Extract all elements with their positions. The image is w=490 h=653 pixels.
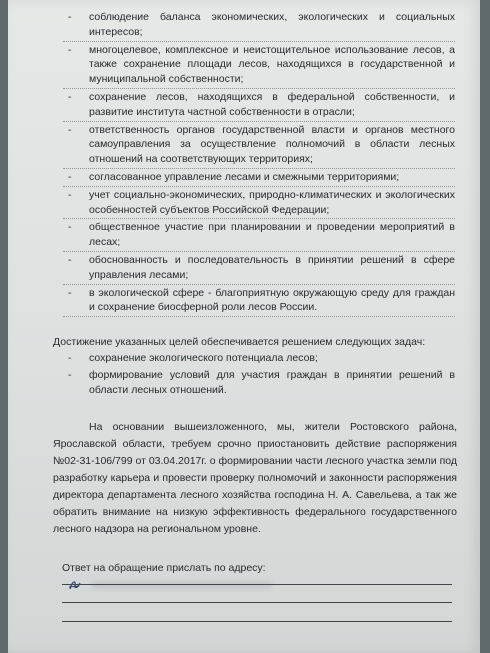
list-item-text: соблюдение баланса экономических, экологических и социальных интересов; bbox=[89, 11, 455, 38]
reply-label: Ответ на обращение прислать по адресу: bbox=[62, 562, 266, 574]
list-item-text: многоцелевое, комплексное и неистощительное использование лесов, а также сохранение площади лесов, находящихся в государственной и муниципальной собственности; bbox=[89, 43, 455, 86]
bullet-dash: - bbox=[68, 368, 72, 381]
address-line bbox=[62, 602, 452, 603]
list-item-text: ответственность органов государственной власти и органов местного самоуправления за осуществление полномочий в области лесных отношений на соответствующих территориях; bbox=[89, 123, 455, 166]
list-item bbox=[63, 253, 455, 285]
list-item-text: сохранение лесов, находящихся в федеральной собственности, и развитие института частной собственности в отрасли; bbox=[89, 90, 455, 118]
bullet-dash: - bbox=[68, 253, 72, 266]
bullet-dash: - bbox=[68, 11, 72, 23]
list-item-text: формирование условий для участия граждан в принятии решений в области лесных отношений. bbox=[89, 368, 455, 396]
bullet-dash: - bbox=[68, 170, 72, 183]
list-item-text: в экологической сфере - благоприятную окружающую среду для граждан и сохранение биосферной роли лесов России. bbox=[89, 286, 455, 314]
list-item bbox=[63, 170, 455, 187]
list-item bbox=[63, 43, 455, 89]
list-item bbox=[63, 351, 455, 367]
bullet-dash: - bbox=[68, 90, 72, 103]
bullet-dash: - bbox=[68, 123, 72, 136]
address-line bbox=[62, 584, 452, 585]
bullet-dash: - bbox=[68, 352, 72, 365]
tasks-list bbox=[63, 351, 455, 398]
list-item bbox=[63, 188, 455, 220]
list-item bbox=[63, 123, 455, 169]
document-page bbox=[8, 0, 480, 653]
principles-list bbox=[63, 10, 455, 317]
list-item bbox=[63, 286, 455, 318]
list-item-text: учет социально-экономических, природно-климатических и экологических особенностей субъектов Российской Федерации; bbox=[89, 188, 455, 216]
redacted-address bbox=[92, 581, 272, 589]
list-item bbox=[63, 10, 455, 42]
reply-address-section bbox=[62, 562, 456, 575]
tasks-section bbox=[63, 351, 455, 398]
bullet-dash: - bbox=[68, 286, 72, 299]
list-item bbox=[63, 368, 455, 399]
list-item-text: согласованное управление лесами и смежными территориями; bbox=[89, 170, 400, 183]
list-item bbox=[63, 90, 455, 122]
bullet-dash: - bbox=[68, 188, 72, 201]
list-item-text: сохранение экологического потенциала лесов; bbox=[89, 352, 318, 365]
bullet-dash: - bbox=[68, 221, 72, 234]
tasks-intro: Достижение указанных целей обеспечивается решением следующих задач: bbox=[53, 336, 426, 349]
handwritten-initial-icon bbox=[68, 579, 82, 591]
demand-paragraph: На основании вышеизложенного, мы, жители Ростовского района, Ярославской области, требуем срочно приостановить действие распоряжения №02-31-106/799 от 03.04.2017г. о формировании части лесного участка земли под разработку карьера и провести проверку полномочий и законности распоряжения директора департамента лесного хозяйства господина Н. А. Савельева, а так же обратить внимание на низкую эффективность федерального государственного лесного надзора на региональном уровне. bbox=[53, 420, 457, 535]
bullet-dash: - bbox=[68, 43, 72, 56]
list-item-text: общественное участие при планировании и проведении мероприятий в лесах; bbox=[89, 221, 455, 249]
address-line bbox=[62, 621, 452, 622]
list-item-text: обоснованность и последовательность в принятии решений в сфере управления лесами; bbox=[89, 253, 455, 281]
list-item bbox=[63, 220, 455, 252]
document-content bbox=[53, 10, 457, 538]
